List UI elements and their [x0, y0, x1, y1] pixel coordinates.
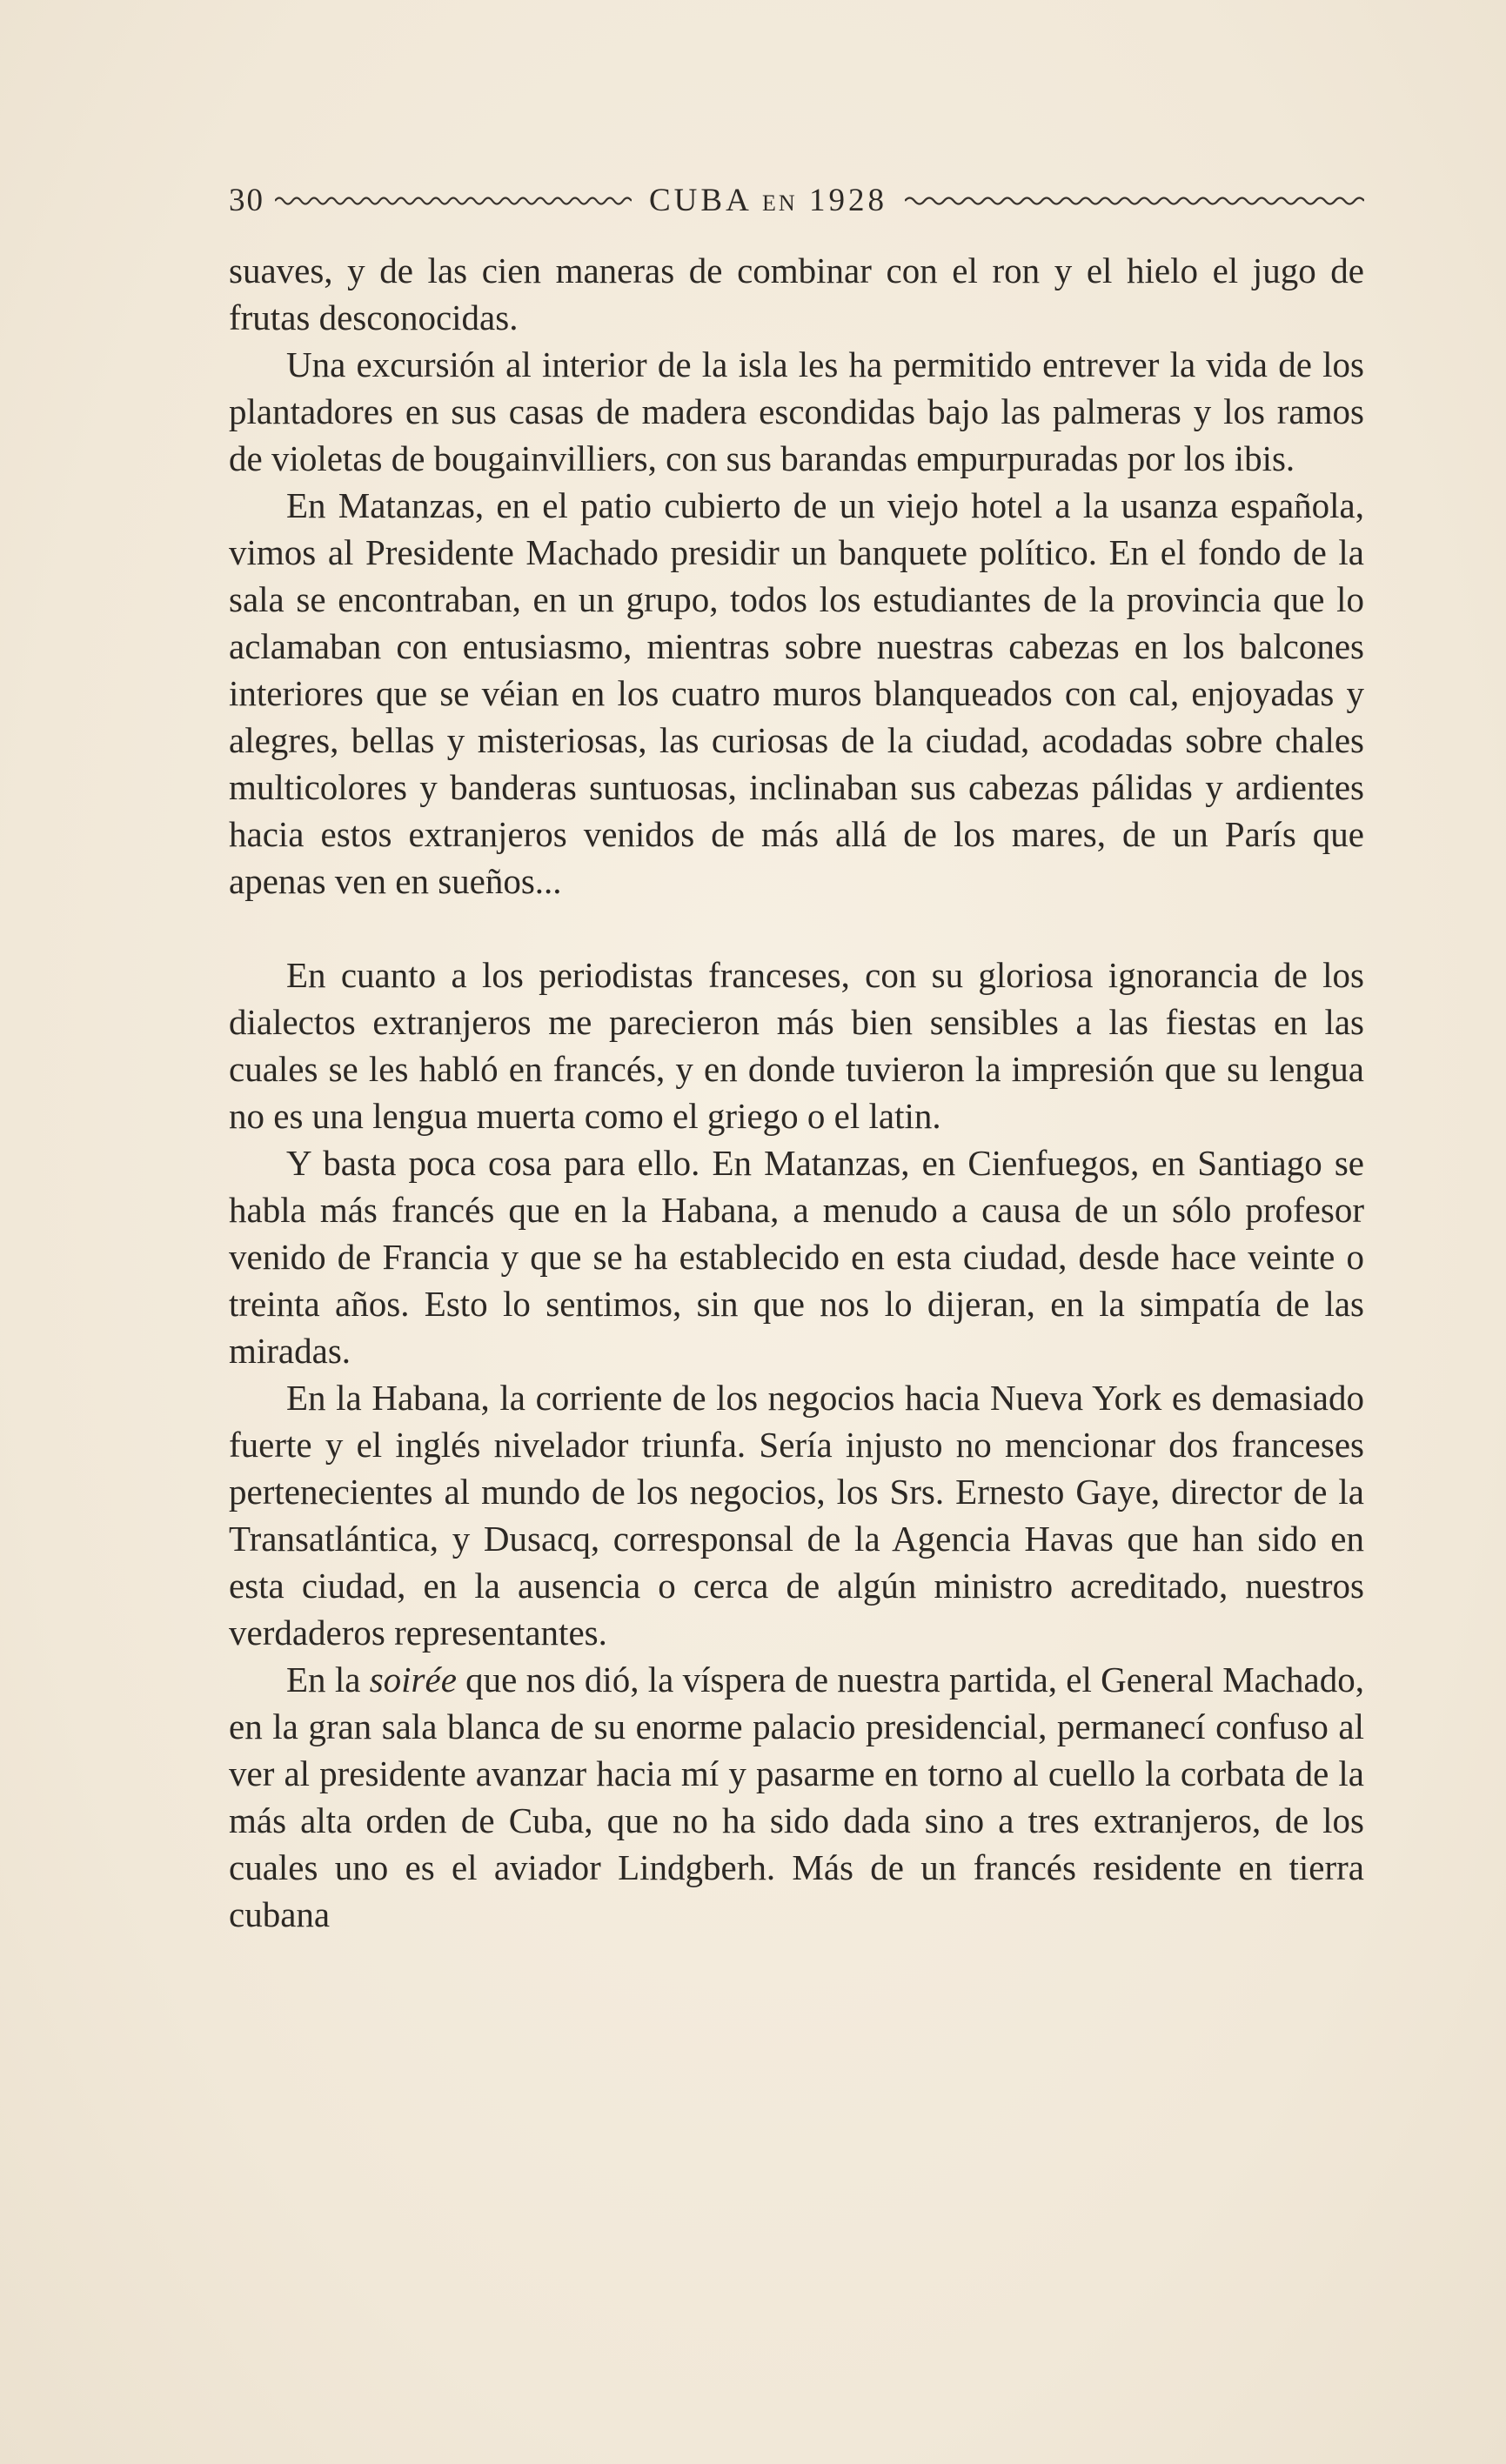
running-header	[229, 176, 1364, 224]
paragraph	[229, 1656, 1364, 1938]
running-title	[649, 182, 887, 219]
emphasized-word: soirée	[369, 1659, 457, 1699]
running-title-en: EN	[762, 190, 798, 216]
page-number: 30	[229, 182, 264, 218]
paragraph: En cuanto a los periodistas franceses, con su gloriosa ignorancia de los dialectos extranjeros me parecieron más bien sensibles a las fiestas en las cuales se les habló en francés, y en donde tuvieron la impresión que su lengua no es una lengua muerta como el griego o el latin.	[229, 955, 1364, 1136]
paragraph: Una excursión al interior de la isla les ha permitido entrever la vida de los plantadores en sus casas de madera escondidas bajo las palmeras y los ramos de violetas de bougainvilliers, con sus barandas empurpuradas por los ibis.	[229, 344, 1364, 478]
paragraph: suaves, y de las cien maneras de combinar con el ron y el hielo el jugo de frutas desconocidas.	[229, 250, 1364, 337]
paragraph-text: que nos dió, la víspera de nuestra partida, el General Machado, en la gran sala blanca de su enorme palacio presidencial, permanecí confuso al ver al presidente avanzar hacia mí y pasarme en torno al cuello la corbata de la más alta orden de Cuba, que no ha sido dada sino a tres extranjeros, de los cuales uno es el aviador Lindgberh. Más de un francés residente en tierra cubana	[229, 1659, 1364, 1934]
paragraph: En la Habana, la corriente de los negocios hacia Nueva York es demasiado fuerte y el inglés nivelador triunfa. Sería injusto no mencionar dos franceses pertenecientes al mundo de los negocios, los Srs. Ernesto Gaye, director de la Transatlántica, y Dusacq, corresponsal de la Agencia Havas que han sido en esta ciudad, en la ausencia o cerca de algún ministro acreditado, nuestros verdaderos representantes.	[229, 1378, 1364, 1653]
wavy-rule-left	[275, 195, 632, 207]
wavy-rule-right	[905, 195, 1364, 207]
body-text	[229, 247, 1364, 1938]
paragraph-text: En la	[286, 1659, 370, 1699]
paragraph: Y basta poca cosa para ello. En Matanzas, en Cienfuegos, en Santiago se habla más francés que en la Habana, a menudo a causa de un sólo profesor venido de Francia y que se ha establecido en esta ciudad, desde hace veinte o treinta años. Esto lo sentimos, sin que nos lo dijeran, en la simpatía de las miradas.	[229, 1143, 1364, 1371]
running-title-main: CUBA	[649, 182, 751, 218]
paragraph: En Matanzas, en el patio cubierto de un viejo hotel a la usanza española, vimos al Presidente Machado presidir un banquete político. En el fondo de la sala se encontraban, en un grupo, todos los estudiantes de la provincia que lo aclamaban con entusiasmo, mientras sobre nuestras cabezas en los balcones interiores que se véian en los cuatro muros blanqueados con cal, enjoyadas y alegres, bellas y misteriosas, las curiosas de la ciudad, acodadas sobre chales multicolores y banderas suntuosas, inclinaban sus cabezas pálidas y ardientes hacia estos extranjeros venidos de más allá de los mares, de un París que apenas ven en sueños...	[229, 485, 1364, 901]
running-title-year: 1928	[808, 182, 887, 218]
